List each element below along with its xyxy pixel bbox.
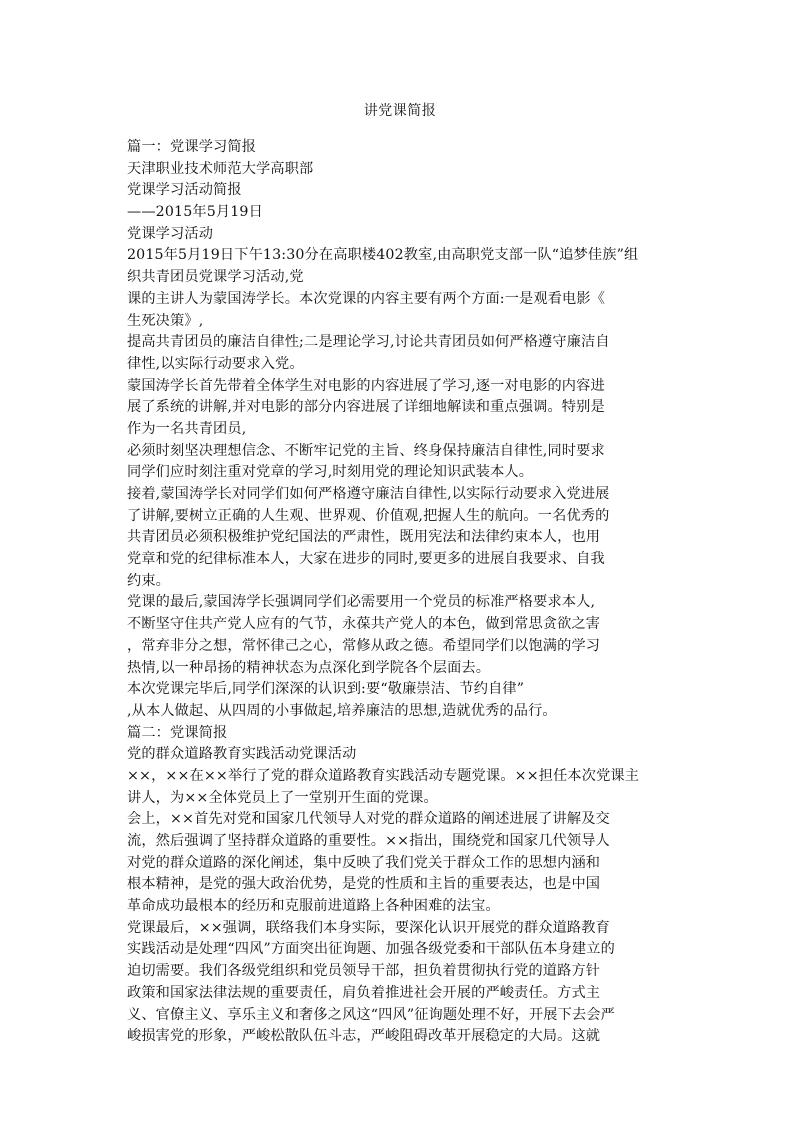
text-line: ——2015年5月19日 — [127, 204, 263, 221]
text-line: 了讲解,要树立正确的人生观、世界观、价值观,把握人生的航向。一名优秀的 — [127, 507, 610, 524]
text-line: ××，××在××举行了党的群众道路教育实践活动专题党课。××担任本次党课主 — [127, 767, 640, 784]
text-line: 对党的群众道路的深化阐述，集中反映了我们党关于群众工作的思想内涵和 — [127, 854, 601, 871]
text-line: 流，然后强调了坚持群众道路的重要性。××指出，围绕党和国家几代领导人 — [127, 833, 610, 849]
text-line: 党课最后，××强调，联络我们本身实际，要深化认识开展党的群众道路教育 — [127, 919, 610, 936]
text-line: 实践活动是处理“四风”方面突出征询题、加强各级党委和干部队伍本身建立的 — [127, 941, 615, 958]
text-line: 提高共青团员的廉洁自律性;二是理论学习,讨论共青团员如何严格遵守廉洁自 — [127, 334, 610, 351]
text-line: 革命成功最根本的经历和克服前进道路上各种困难的法宝。 — [127, 898, 500, 915]
text-line: 根本精神，是党的强大政治优势，是党的性质和主旨的重要表达，也是中国 — [127, 876, 601, 893]
text-line: 党章和党的纪律标准本人，大家在进步的同时,要更多的进展自我要求、自我 — [127, 551, 605, 568]
document-title: 讲党课简报 — [363, 103, 437, 119]
text-line: 热情,以一种昂扬的精神状态为点深化到学院各个层面去。 — [127, 659, 491, 676]
text-line: 篇二：党课简报 — [127, 724, 228, 741]
text-line: 党课学习活动简报 — [127, 182, 242, 199]
text-line: 不断坚守住共产党人应有的气节，永葆共产党人的本色，做到常思贪欲之害 — [127, 616, 601, 633]
text-line: 接着,蒙国涛学长对同学们如何严格遵守廉洁自律性,以实际行动要求入党进展 — [127, 486, 610, 502]
text-line: 2015年5月19日下午13:30分在高职楼402教室,由高职党支部一队“追梦佳族”组 — [127, 247, 639, 264]
text-line: 义、官僚主义、享乐主义和奢侈之风这“四风”征询题处理不好，开展下去会严 — [127, 1006, 615, 1023]
text-line: 峻损害党的形象，严峻松散队伍斗志，严峻阻碍改革开展稳定的大局。这就 — [127, 1028, 601, 1045]
text-line: 政策和国家法律法规的重要责任，肩负着推进社会开展的严峻责任。方式主 — [127, 984, 601, 1001]
text-line: 作为一名共青团员, — [127, 420, 247, 437]
text-line: 讲人，为××全体党员上了一堂别开生面的党课。 — [127, 789, 438, 806]
text-line: 约束。 — [127, 572, 171, 589]
text-line: 展了系统的讲解,并对电影的部分内容进展了详细地解读和重点强调。特别是 — [127, 399, 605, 416]
text-line: 会上，××首先对党和国家几代领导人对党的群众道路的阐述进展了讲解及交 — [127, 811, 610, 828]
text-line: 蒙国涛学长首先带着全体学生对电影的内容进展了学习,逐一对电影的内容进 — [127, 377, 605, 394]
text-line: 党课学习活动 — [127, 225, 214, 242]
text-line: 生死决策》, — [127, 312, 204, 329]
text-line: 共青团员必须积极维护党纪国法的严肃性，既用宪法和法律约束本人，也用 — [127, 529, 601, 546]
text-line: 迫切需要。我们各级党组织和党员领导干部，担负着贯彻执行党的道路方针 — [127, 963, 601, 980]
text-line: 天津职业技术师范大学高职部 — [127, 160, 314, 177]
text-line: ，常弃非分之想，常怀律己之心，常修从政之德。希望同学们以饱满的学习 — [127, 637, 601, 654]
text-line: ,从本人做起、从四周的小事做起,培养廉洁的思想,造就优秀的品行。 — [127, 702, 557, 719]
text-line: 篇一：党课学习简报 — [127, 139, 257, 155]
text-line: 本次党课完毕后,同学们深深的认识到:要“敬廉崇洁、节约自律” — [127, 681, 525, 698]
text-line: 同学们应时刻注重对党章的学习,时刻用党的理论知识武装本人。 — [127, 464, 534, 481]
document-body — [127, 137, 667, 1048]
text-line: 党的群众道路教育实践活动党课活动 — [127, 746, 357, 763]
text-line: 课的主讲人为蒙国涛学长。本次党课的内容主要有两个方面:一是观看电影《 — [127, 290, 606, 307]
text-line: 织共青团员党课学习活动,党 — [127, 269, 304, 286]
text-line: 党课的最后,蒙国涛学长强调同学们必需要用一个党员的标准严格要求本人, — [127, 594, 596, 611]
text-line: 必须时刻坚决理想信念、不断牢记党的主旨、终身保持廉洁自律性,同时要求 — [127, 442, 605, 459]
text-line: 律性,以实际行动要求入党。 — [127, 355, 304, 372]
